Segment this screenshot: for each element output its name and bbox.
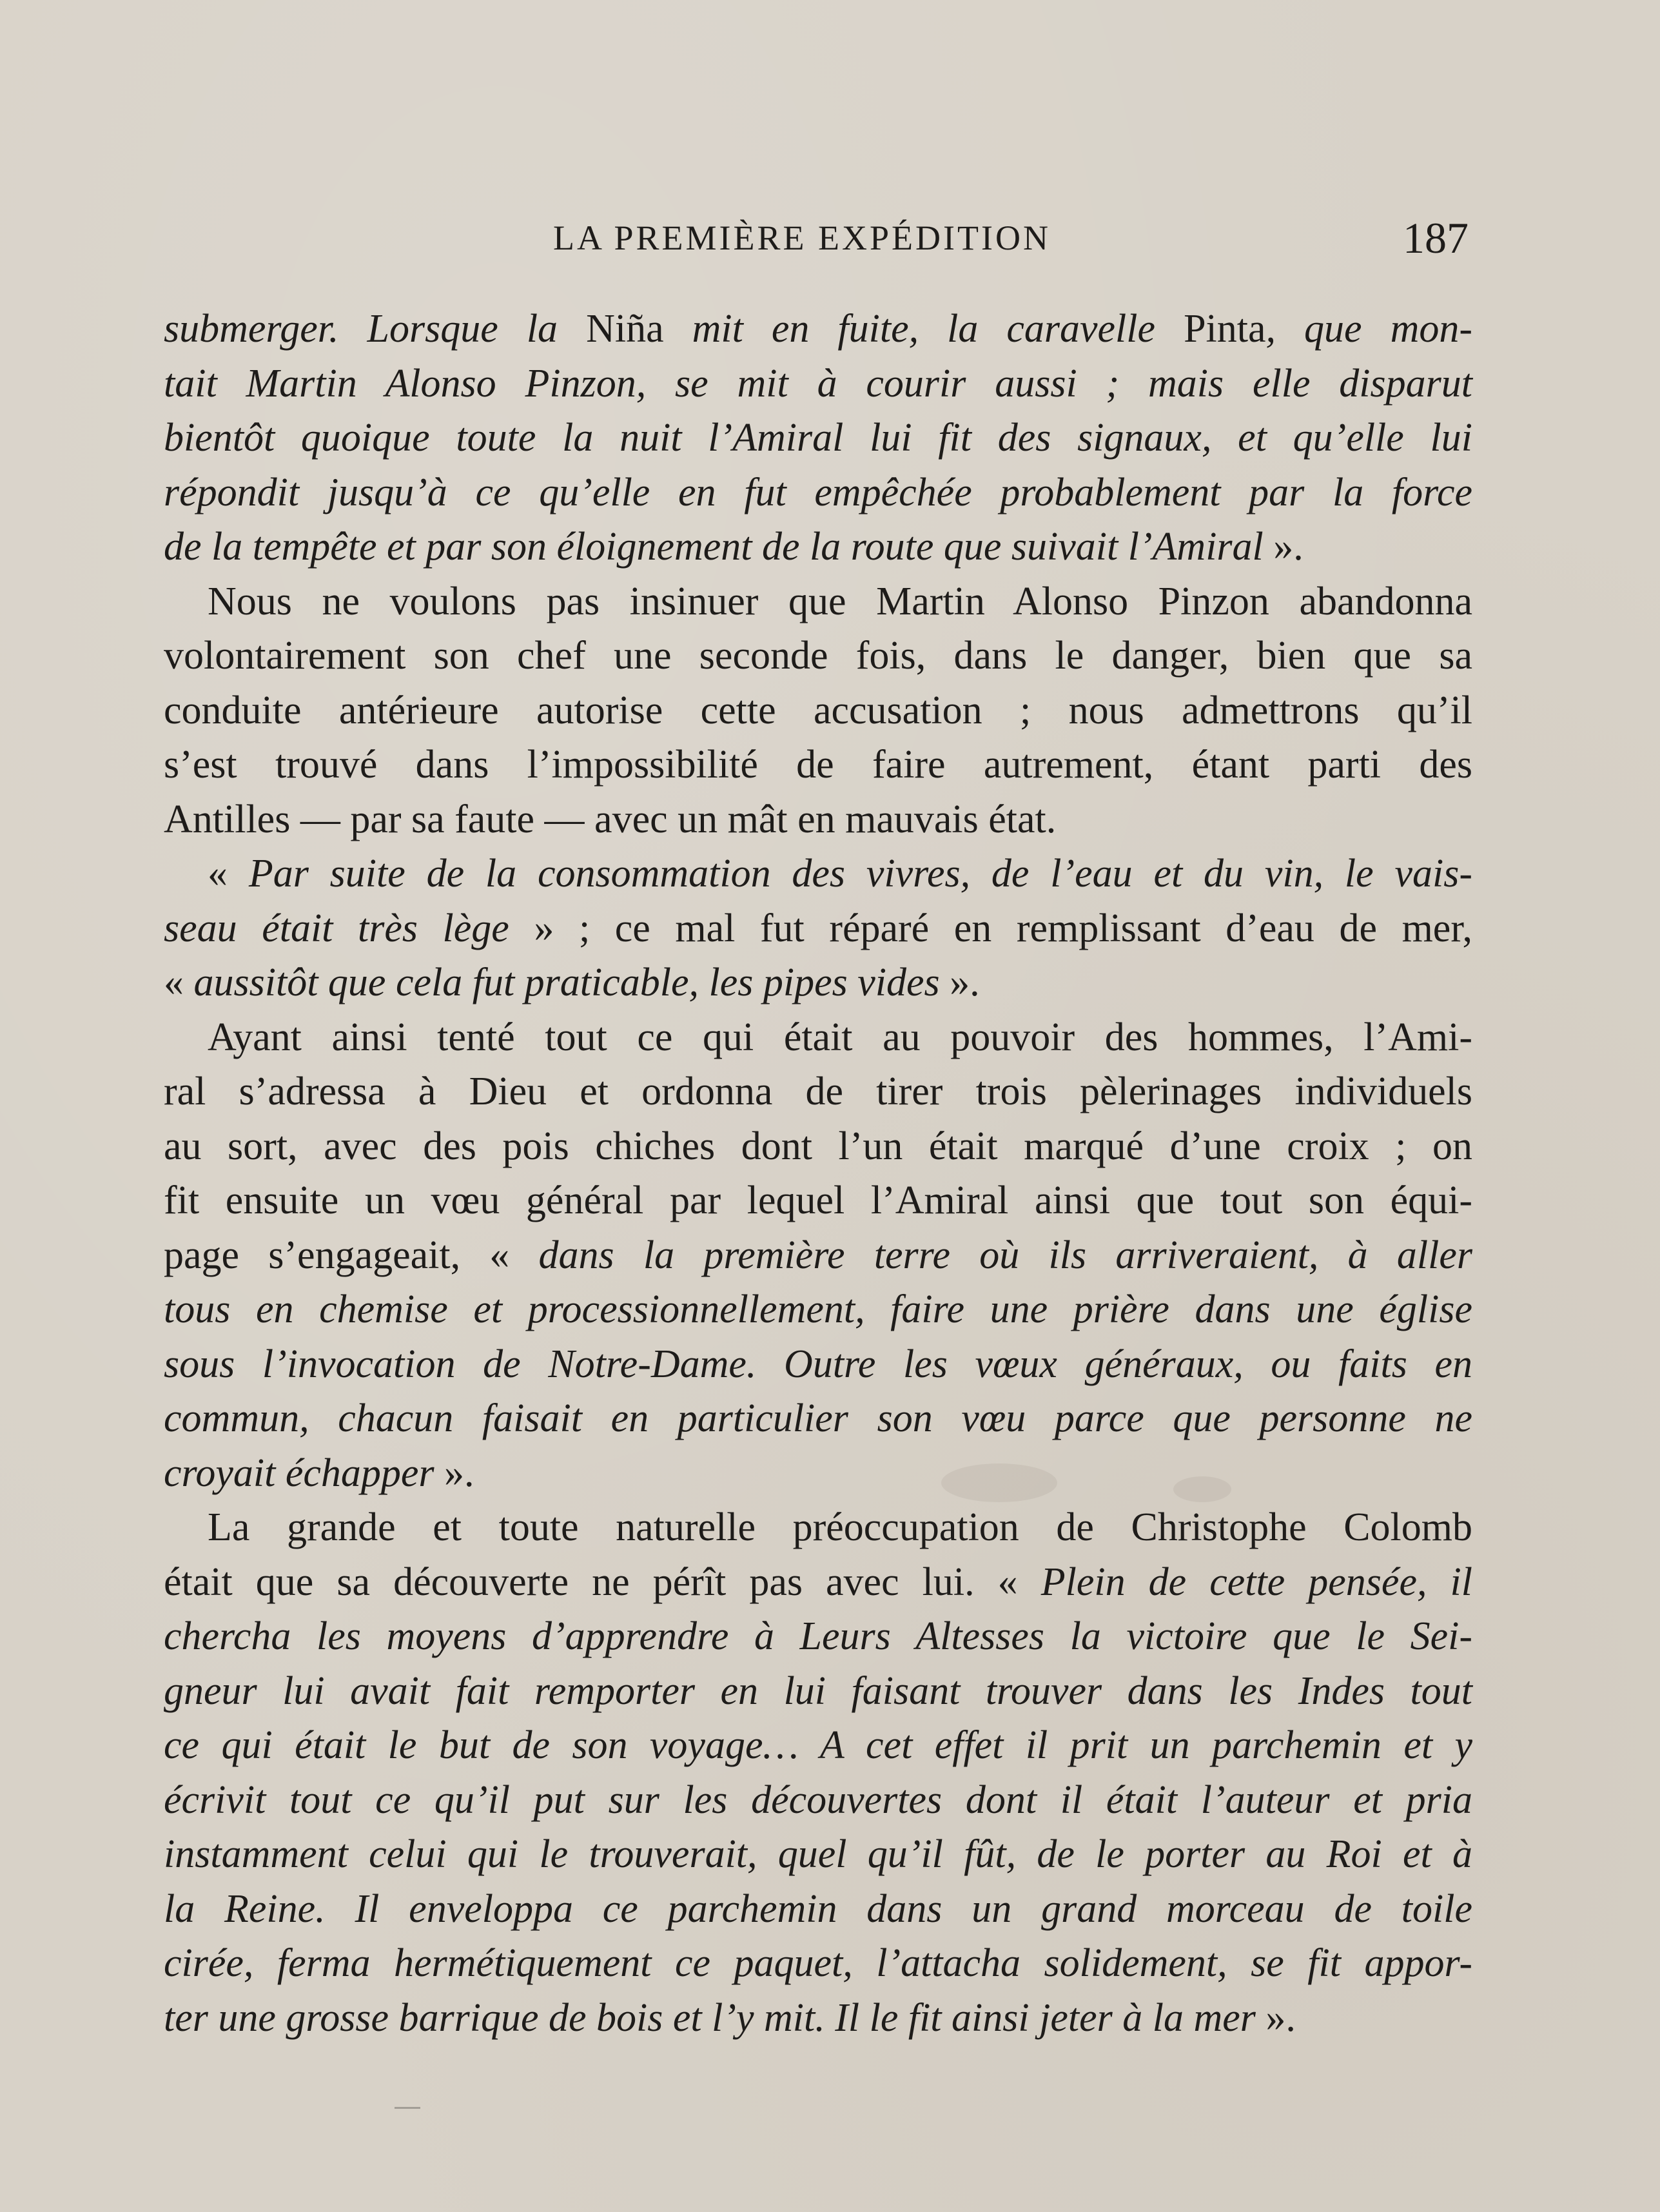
text-segment: Par suite de la consommation des vivres, de l’eau et du vin, le vais- xyxy=(248,852,1473,896)
text-line xyxy=(164,520,1472,574)
text-segment: aussitôt que cela fut praticable, les pipes vides xyxy=(193,961,940,1004)
text-segment: gneur lui avait fait remporter en lui faisant trouver dans les Indes tout xyxy=(164,1669,1472,1713)
text-segment: instamment celui qui le trouverait, quel qu’il fût, de le porter au Roi et à xyxy=(164,1832,1472,1876)
text-segment: tait Martin Alonso Pinzon, se mit à courir aussi ; mais elle disparut xyxy=(164,361,1472,406)
text-segment: Niña xyxy=(586,307,664,351)
text-segment: répondit jusqu’à ce qu’elle en fut empêchée probablement par la force xyxy=(164,470,1472,514)
text-segment: ter une grosse barrique de bois et l’y mit. Il le fit ainsi jeter à la mer xyxy=(164,1995,1256,2040)
text-line xyxy=(164,901,1472,956)
text-line xyxy=(164,1282,1472,1337)
text-segment: croyait échapper xyxy=(164,1451,435,1495)
text-line xyxy=(164,1827,1472,1882)
text-segment: » ; ce mal fut réparé en remplissant d’eau de mer, xyxy=(509,906,1472,950)
text-line xyxy=(164,574,1472,629)
text-line xyxy=(164,1609,1472,1664)
text-segment: « xyxy=(164,961,194,1004)
text-line xyxy=(164,1936,1472,1991)
text-line xyxy=(164,1010,1472,1065)
text-segment: La grande et toute naturelle préoccupation de Christophe Colomb xyxy=(208,1505,1472,1549)
text-line xyxy=(164,1664,1472,1719)
text-segment: Nous ne voulons pas insinuer que Martin Alonso Pinzon abandonna xyxy=(208,579,1472,623)
text-segment: page s’engageait, « xyxy=(164,1233,539,1277)
text-line xyxy=(164,1173,1472,1228)
text-segment: fit ensuite un vœu général par lequel l’Amiral ainsi que tout son équi- xyxy=(164,1179,1472,1222)
text-line xyxy=(164,847,1472,901)
text-line xyxy=(164,1446,1472,1501)
text-line xyxy=(164,1718,1472,1773)
text-line xyxy=(164,465,1472,520)
text-line xyxy=(164,1991,1472,2046)
text-line xyxy=(164,1882,1472,1937)
text-segment: de la tempête et par son éloignement de la route que suivait l’Amiral xyxy=(164,525,1264,569)
text-segment: , que mon- xyxy=(1265,307,1472,351)
text-segment: écrivit tout ce qu’il put sur les découvertes dont il était l’auteur et pria xyxy=(164,1777,1472,1822)
text-segment: tous en chemise et processionnellement, faire une prière dans une église xyxy=(164,1287,1472,1331)
text-segment: était que sa découverte ne pérît pas avec lui. « xyxy=(164,1560,1041,1604)
text-line xyxy=(164,629,1472,683)
running-head: LA PREMIÈRE EXPÉDITION xyxy=(553,219,1051,257)
text-line xyxy=(164,1391,1472,1446)
text-segment: submerger. Lorsque la xyxy=(164,307,587,351)
text-line xyxy=(164,1773,1472,1828)
page-number: 187 xyxy=(1403,213,1469,262)
text-line xyxy=(164,1064,1472,1119)
text-segment: commun, chacun faisait en particulier son vœu parce que personne ne xyxy=(164,1396,1472,1440)
text-segment: au sort, avec des pois chiches dont l’un était marqué d’une croix ; on xyxy=(164,1124,1472,1168)
text-segment: dans la première terre où ils arriveraient, à aller xyxy=(538,1233,1472,1277)
text-line xyxy=(164,1555,1472,1610)
text-line xyxy=(164,683,1472,738)
body-text xyxy=(164,302,1472,2045)
text-segment: s’est trouvé dans l’impossibilité de faire autrement, étant parti des xyxy=(164,743,1472,787)
text-line xyxy=(164,1500,1472,1555)
text-line xyxy=(164,792,1472,847)
text-segment: seau était très lège xyxy=(164,906,509,950)
text-segment: volontairement son chef une seconde fois, dans le danger, bien que sa xyxy=(164,634,1472,678)
text-line xyxy=(164,1228,1472,1283)
text-segment: mit en fuite, la caravelle xyxy=(663,307,1184,351)
text-segment: « xyxy=(208,852,249,896)
text-segment: chercha les moyens d’apprendre à Leurs Altesses la victoire que le Sei- xyxy=(164,1614,1472,1658)
text-segment: Antilles — par sa faute — avec un mât en mauvais état. xyxy=(164,797,1057,841)
text-segment: ». xyxy=(434,1451,474,1495)
text-segment: Ayant ainsi tenté tout ce qui était au pouvoir des hommes, l’Ami- xyxy=(208,1015,1472,1059)
text-segment: cirée, ferma hermétiquement ce paquet, l’attacha solidement, se fit appor- xyxy=(164,1941,1472,1985)
text-segment: Plein de cette pensée, il xyxy=(1040,1560,1472,1604)
text-segment: conduite antérieure autorise cette accusation ; nous admettrons qu’il xyxy=(164,688,1472,732)
text-segment: ». xyxy=(939,961,980,1004)
text-line xyxy=(164,1119,1472,1174)
page-mark xyxy=(395,2107,420,2109)
text-segment: ral s’adressa à Dieu et ordonna de tirer trois pèlerinages individuels xyxy=(164,1070,1472,1113)
text-segment: ce qui était le but de son voyage… A cet effet il prit un parchemin et y xyxy=(164,1723,1472,1767)
text-segment: Pinta xyxy=(1184,307,1266,351)
text-line xyxy=(164,411,1472,465)
text-segment: sous l’invocation de Notre-Dame. Outre les vœux généraux, ou faits en xyxy=(164,1342,1472,1386)
text-line xyxy=(164,738,1472,792)
text-segment: bientôt quoique toute la nuit l’Amiral lui fit des signaux, et qu’elle lui xyxy=(164,416,1472,460)
text-segment: ». xyxy=(1255,1995,1296,2040)
text-segment: ». xyxy=(1263,525,1304,569)
text-line xyxy=(164,302,1472,357)
text-line xyxy=(164,955,1472,1010)
text-line xyxy=(164,357,1472,411)
text-segment: la Reine. Il enveloppa ce parchemin dans un grand morceau de toile xyxy=(164,1886,1472,1931)
text-line xyxy=(164,1337,1472,1392)
